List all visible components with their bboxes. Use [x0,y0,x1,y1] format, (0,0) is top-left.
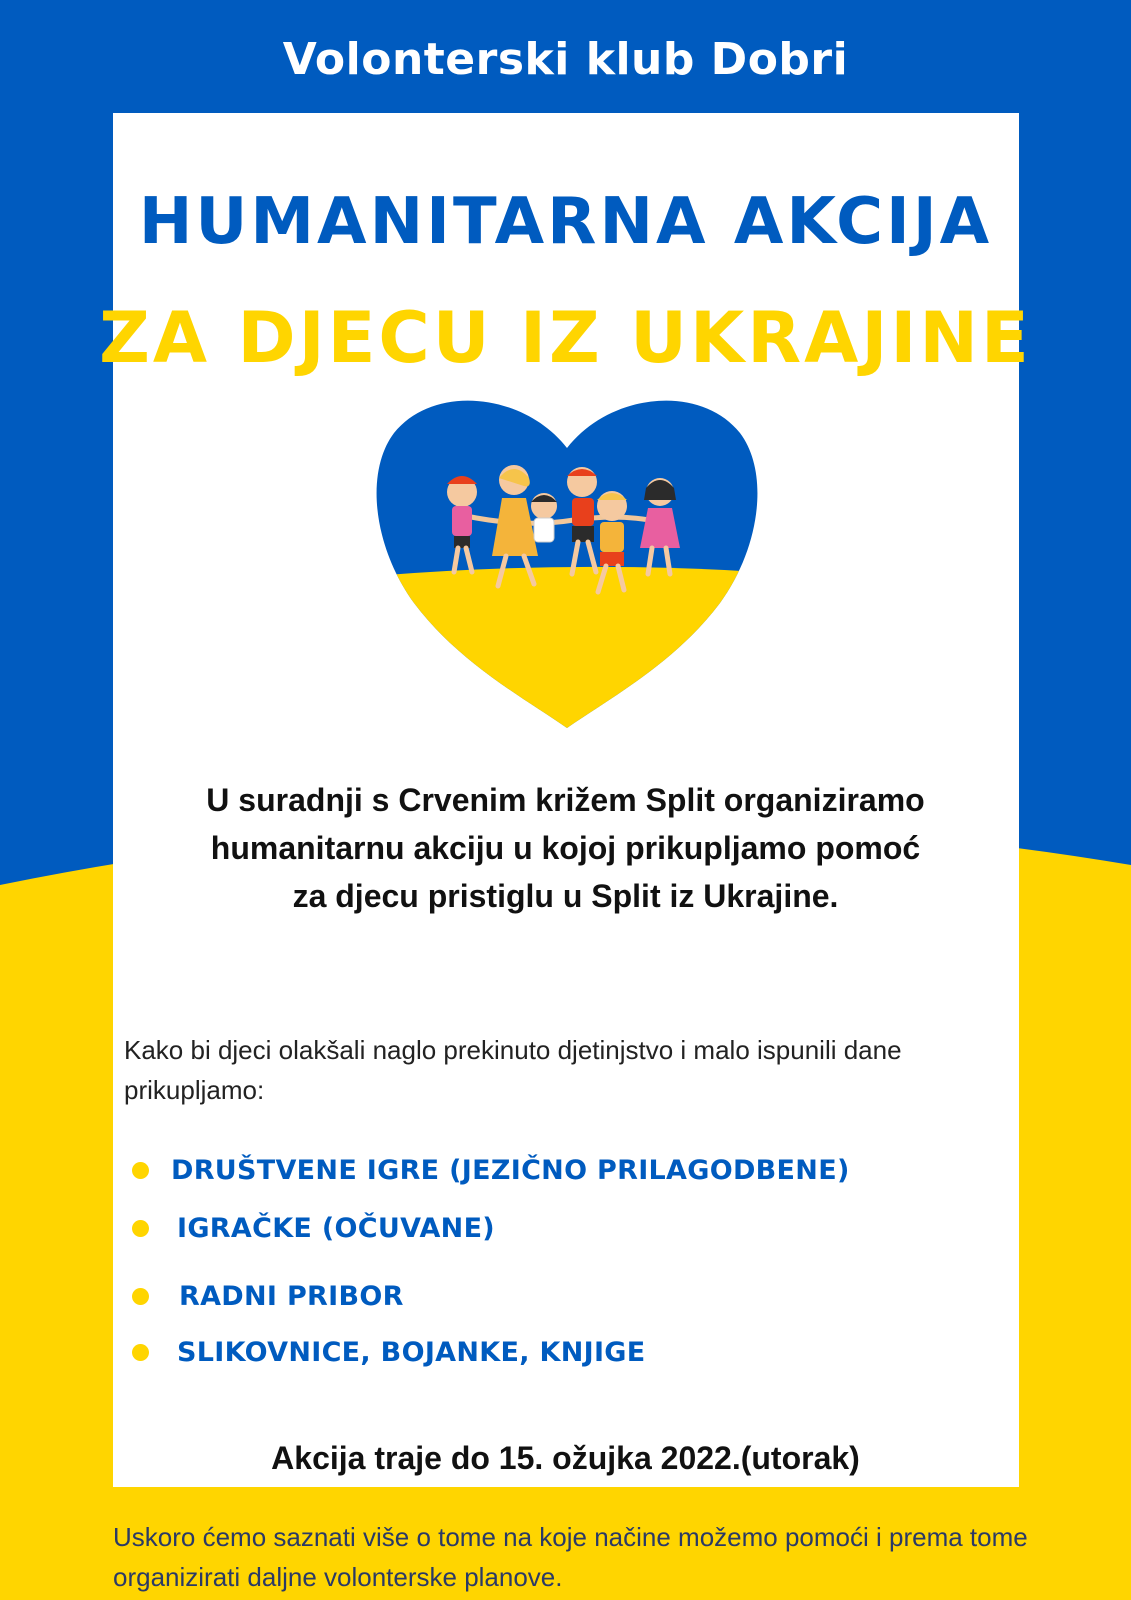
bullet-icon [132,1344,149,1361]
list-item-label: IGRAČKE (OČUVANE) [177,1212,495,1244]
bullet-icon [132,1288,149,1305]
headline-line-1: HUMANITARNA AKCIJA [138,185,993,259]
list-item [132,1208,495,1248]
headline-line-2: ZA DJECU IZ UKRAJINE [99,297,1032,379]
list-item-label: DRUŠTVENE IGRE (JEZIČNO PRILAGODBENE) [171,1154,850,1186]
deadline-text: Akcija traje do 15. ožujka 2022.(utorak) [271,1440,860,1476]
list-item-label: SLIKOVNICE, BOJANKE, KNJIGE [177,1336,646,1368]
list-item [132,1276,404,1316]
list-item [132,1150,850,1190]
footer-text: Uskoro ćemo saznati više o tome na koje načine možemo pomoći i prema tome organizirati daljne volonterske planove. [113,1522,1028,1592]
club-name: Volonterski klub Dobri [282,34,849,85]
heart-with-children-icon [374,388,760,734]
intro-paragraph: U suradnji s Crvenim križem Split organiziramo humanitarnu akciju u kojoj prikupljamo pomoć za djecu pristiglu u Split iz Ukrajine. [206,782,925,914]
collect-paragraph: Kako bi djeci olakšali naglo prekinuto djetinjstvo i malo ispunili dane prikupljamo: [124,1035,902,1105]
bullet-icon [132,1162,149,1179]
list-item-label: RADNI PRIBOR [179,1280,404,1312]
bullet-icon [132,1220,149,1237]
list-item [132,1332,646,1372]
